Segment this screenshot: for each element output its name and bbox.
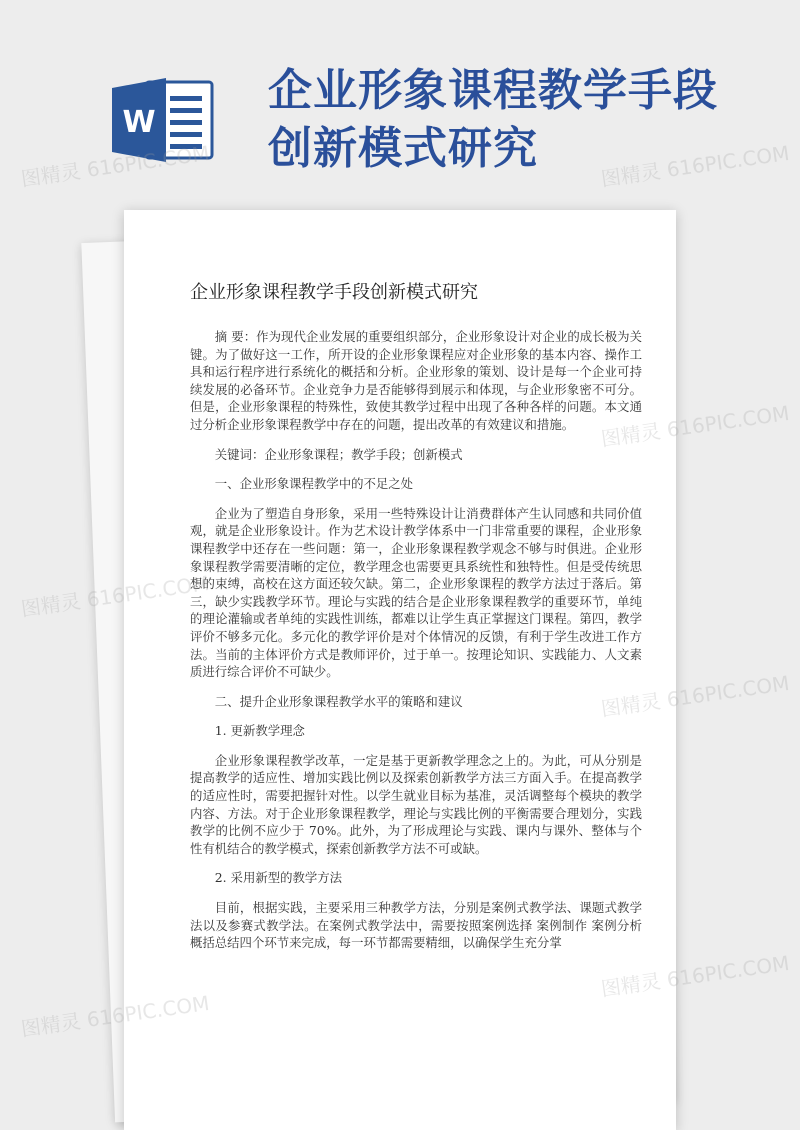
- document-title-line1: 企业形象课程教学手段: [268, 65, 718, 116]
- keywords-line: 关键词：企业形象课程；教学手段；创新模式: [214, 446, 463, 462]
- subsection2-paragraph: 目前，根据实践，主要采用三种教学方法，分别是案例式教学法、课题式教学法以及参赛式教学法。在案例式教学法中，需要按照案例选择 案例制作 案例分析 概括总结四个环节来完成，每一环节都需要精细，以确保学生充分掌: [190, 900, 642, 951]
- watermark-text: 图精灵 616PIC.COM: [599, 400, 791, 452]
- page-header: [0, 0, 800, 200]
- document-title-line2: 创新模式研究: [268, 123, 538, 174]
- section1-paragraph: 企业为了塑造自身形象，采用一些特殊设计让消费群体产生认同感和共同价值观，就是企业形象设计。作为艺术设计教学体系中一门非常重要的课程，企业形象课程教学中还存在一些问题：第一，企业形象课程教学观念不够与时俱进。企业形象课程教学需要清晰的定位，教学理念也需要更具系统性和独特性。但是受传统思想的束缚，高校在这方面还较欠缺。第二，企业形象课程的教学方法过于落后。第三，缺少实践教学环节。理论与实践的结合是企业形象课程教学的重要环节，单纯的理论灌输或者单纯的实践性训练，都难以让学生真正掌握这门课程。第四，教学评价不够多元化。多元化的教学评价是对个体情况的反馈，有利于学生改进工作方法。当前的主体评价方式是教师评价，过于单一。按理论知识、实践能力、人文素质进行综合评价不可缺少。: [190, 505, 642, 680]
- watermark-text: 图精灵 616PIC.COM: [19, 990, 211, 1042]
- watermark-text: 图精灵 616PIC.COM: [599, 140, 791, 192]
- watermark-text: 图精灵 616PIC.COM: [19, 570, 211, 622]
- word-icon-letter: W: [122, 105, 156, 140]
- abstract-paragraph: 摘 要：作为现代企业发展的重要组织部分，企业形象设计对企业的成长极为关键。为了做好这一工作，所开设的企业形象课程应对企业形象的基本内容、操作工具和运行程序进行系统化的概括和分析。企业形象的策划、设计是每一个企业可持续发展的必备环节。企业竞争力是否能够得到展示和体现，与企业形象密不可分。但是，企业形象课程的特殊性，致使其教学过程中出现了各种各样的问题。本文通过分析企业形象课程教学中存在的问题，提出改革的有效建议和措施。: [190, 329, 642, 432]
- article-body: [190, 280, 642, 964]
- watermark-text: 图精灵 616PIC.COM: [599, 670, 791, 722]
- word-document-icon: [112, 76, 216, 164]
- subsection1-heading: 1. 更新教学理念: [214, 723, 305, 739]
- document-title: [268, 62, 778, 178]
- document-page: [124, 210, 676, 1130]
- watermark-text: 图精灵 616PIC.COM: [599, 950, 791, 1002]
- section1-heading: 一、企业形象课程教学中的不足之处: [214, 476, 414, 492]
- section2-heading: 二、提升企业形象课程教学水平的策略和建议: [214, 693, 463, 709]
- subsection2-heading: 2. 采用新型的教学方法: [214, 870, 343, 886]
- article-title: 企业形象课程教学手段创新模式研究: [190, 282, 478, 303]
- subsection1-paragraph: 企业形象课程教学改革，一定是基于更新教学理念之上的。为此，可从分别是提高教学的适应性、增加实践比例以及探索创新教学方法三方面入手。在提高教学的适应性时，需要把握针对性。以学生就业目标为基准，灵活调整每个模块的教学内容、方法。对于企业形象课程教学，理论与实践比例的平衡需要合理划分，实践教学的比例不应少于 70%。此外，为了形成理论与实践、课内与课外、整体与个性有机结合的教学模式，探索创新教学方法不可或缺。: [190, 752, 642, 856]
- watermark-text: 图精灵 616PIC.COM: [19, 140, 211, 192]
